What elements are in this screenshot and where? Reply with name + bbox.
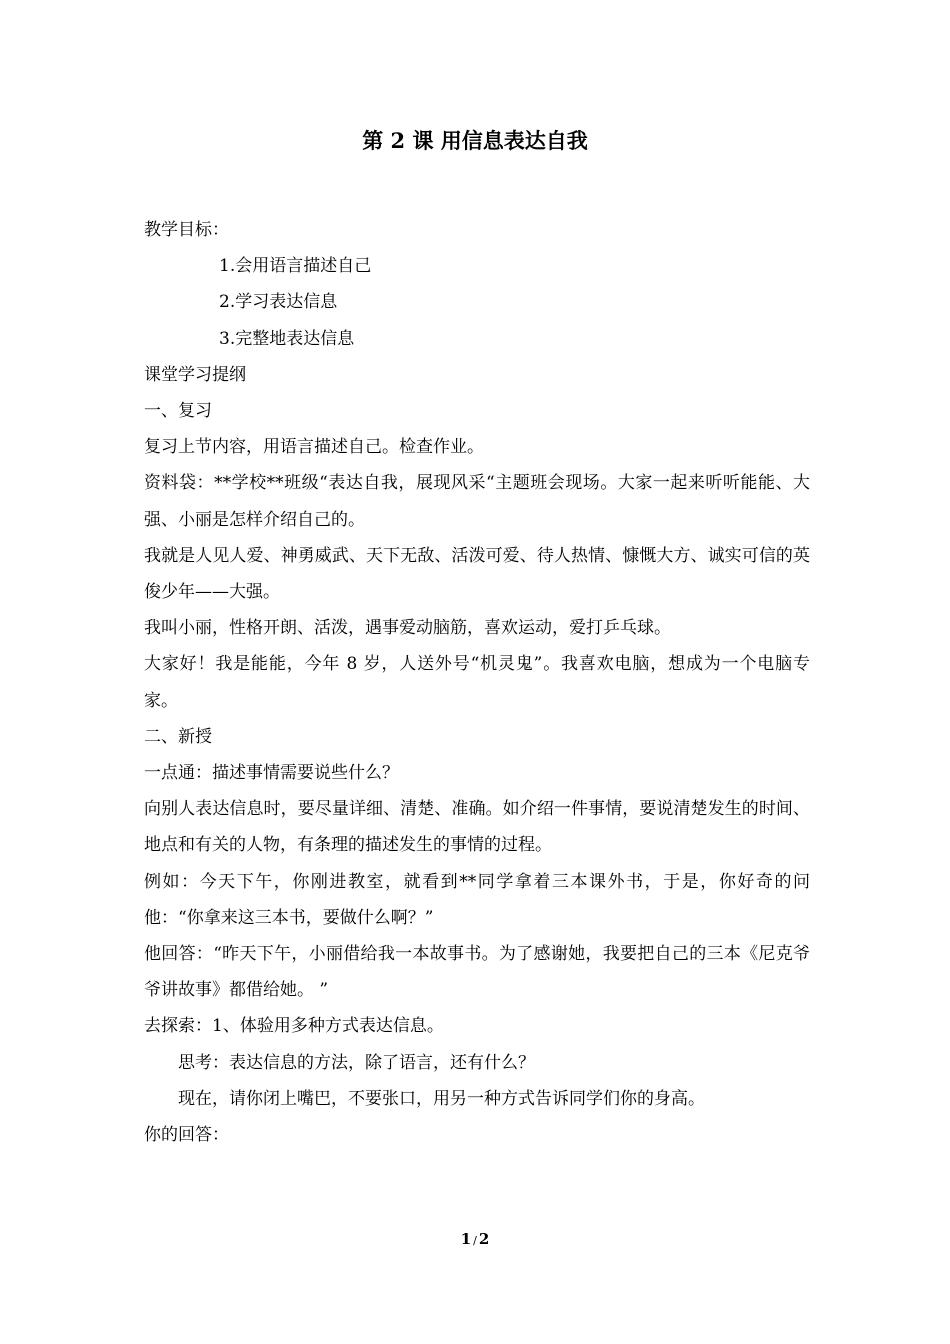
your-answer-label: 你的回答：: [144, 1125, 229, 1146]
goal-item-1: 1.会用语言描述自己: [219, 256, 372, 277]
page-title: 第 2 课 用信息表达自我: [362, 128, 588, 153]
new-lesson-tip: 一点通：描述事情需要说些什么？: [144, 763, 399, 784]
document-body: [144, 212, 810, 1153]
page-total: 2: [478, 1230, 490, 1248]
new-lesson-example: 例如：今天下午，你刚进教室，就看到**同学拿着三本课外书，于是，你好奇的问他：“你拿来这三本书，要做什么啊？”: [144, 871, 810, 928]
review-daqiang: 我就是人见人爱、神勇威武、天下无敌、活泼可爱、待人热情、慷慨大方、诚实可信的英俊少年——大强。: [144, 545, 810, 603]
review-material: 资料袋：**学校**班级“表达自我，展现风采“主题班会现场。大家一起来听听能能、大强、小丽是怎样介绍自己的。: [144, 473, 810, 530]
goals-heading: 教学目标：: [144, 220, 229, 240]
outline-heading: 课堂学习提纲: [144, 364, 246, 385]
page-separator: /: [473, 1234, 477, 1247]
new-lesson-think: 思考：表达信息的方法，除了语言，还有什么？: [178, 1052, 535, 1073]
new-lesson-task: 现在，请你闭上嘴巴，不要张口，用另一种方式告诉同学们你的身高。: [178, 1088, 705, 1109]
review-heading: 一、复习: [144, 401, 212, 422]
new-lesson-answer: 他回答：“昨天下午，小丽借给我一本故事书。为了感谢她，我要把自己的三本《尼克爷爷讲故事》都借给她。 ”: [144, 944, 810, 1001]
new-lesson-heading: 二、新授: [144, 726, 212, 747]
review-nengneng: 大家好！我是能能，今年 8 岁，人送外号“机灵鬼”。我喜欢电脑，想成为一个电脑专家。: [144, 654, 810, 711]
page-current: 1: [460, 1230, 472, 1248]
goal-item-3: 3.完整地表达信息: [219, 328, 355, 349]
review-xiaoli: 我叫小丽，性格开朗、活泼，遇事爱动脑筋，喜欢运动，爱打乒乓球。: [144, 618, 671, 639]
page-number: [0, 1228, 950, 1252]
goal-item-2: 2.学习表达信息: [219, 292, 338, 313]
review-intro: 复习上节内容，用语言描述自己。检查作业。: [144, 437, 484, 458]
new-lesson-explain: 向别人表达信息时，要尽量详细、清楚、准确。如介绍一件事情，要说清楚发生的时间、地点和有关的人物，有条理的描述发生的事情的过程。: [144, 799, 810, 856]
new-lesson-explore: 去探索：1、体验用多种方式表达信息。: [144, 1016, 444, 1037]
